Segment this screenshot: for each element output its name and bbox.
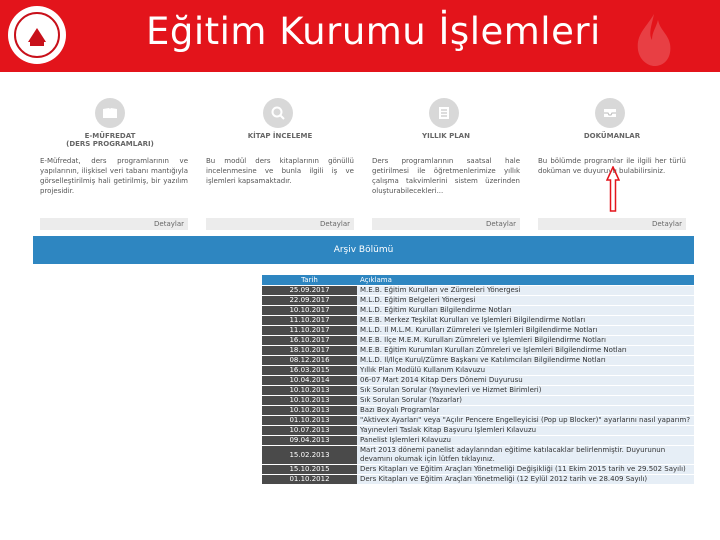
row-date: 15.02.2013 [262,446,357,465]
column-header-date: Tarih [262,275,357,286]
row-date: 16.10.2017 [262,336,357,346]
row-date: 01.10.2012 [262,475,357,485]
row-description-link[interactable]: Yayınevleri Taslak Kitap Başvuru İşlemleri Kılavuzu [357,426,694,436]
row-date: 25.09.2017 [262,286,357,296]
table-row[interactable] [262,446,694,465]
row-description-link[interactable]: M.E.B. Merkez Teşkilat Kurulları ve İşlemleri Bilgilendirme Notları [357,316,694,326]
row-description-link[interactable]: M.E.B. Eğitim Kurulları ve Zümreleri Yönergesi [357,286,694,296]
table-row[interactable] [262,386,694,396]
row-description-link[interactable]: M.E.B. İlçe M.E.M. Kurulları Zümreleri ve İşlemleri Bilgilendirme Notları [357,336,694,346]
archive-table [262,275,694,485]
column-header-description: Açıklama [357,275,694,286]
table-row[interactable] [262,475,694,485]
table-row[interactable] [262,356,694,366]
row-date: 11.10.2017 [262,326,357,336]
row-date: 08.12.2016 [262,356,357,366]
card-description: Bu bölümde programlar ile ilgili her türlü doküman ve duyuruyu bulabilirsiniz. [538,157,686,175]
card-description: Ders programlarının saatsal hale getirilmesi ile öğretmenlerimize yıllık çalışma takvimlerini sistem üzerinden oluşturabilecekleri... [372,157,520,195]
flame-watermark-icon [622,12,686,68]
row-date: 10.10.2013 [262,396,357,406]
table-row[interactable] [262,366,694,376]
table-row[interactable] [262,376,694,386]
page-title: Eğitim Kurumu İşlemleri [146,10,601,53]
details-link[interactable]: Detaylar [40,218,188,230]
table-row[interactable] [262,426,694,436]
row-description-link[interactable]: Sık Sorulan Sorular (Yayınevleri ve Hizmet Birimleri) [357,386,694,396]
search-icon[interactable] [263,98,293,128]
row-date: 10.10.2017 [262,306,357,316]
table-row[interactable] [262,306,694,316]
table-row[interactable] [262,406,694,416]
card-yillik-plan [372,98,520,230]
document-icon[interactable] [429,98,459,128]
table-row[interactable] [262,416,694,426]
row-date: 10.04.2014 [262,376,357,386]
table-row[interactable] [262,346,694,356]
archive-section-header: Arşiv Bölümü [33,236,694,264]
details-link[interactable]: Detaylar [538,218,686,230]
row-description-link[interactable]: Ders Kitapları ve Eğitim Araçları Yönetmeliği (12 Eylül 2012 tarih ve 28.409 Sayılı) [357,475,694,485]
table-row[interactable] [262,396,694,406]
row-description-link[interactable]: 06-07 Mart 2014 Kitap Ders Dönemi Duyurusu [357,376,694,386]
row-date: 10.10.2013 [262,386,357,396]
table-row[interactable] [262,436,694,446]
row-description-link[interactable]: Mart 2013 dönemi panelist adaylarından eğitime katılacaklar belirlenmiştir. Duyurunun devamını okumak için lütfen tıklayınız. [357,446,694,465]
row-description-link[interactable]: "Aktivex Ayarları" veya "Açılır Pencere Engelleyicisi (Pop up Blocker)" ayarlarını nasıl yaparım? [357,416,694,426]
row-description-link[interactable]: Yıllık Plan Modülü Kullanım Kılavuzu [357,366,694,376]
row-description-link[interactable]: M.L.D. İl M.L.M. Kurulları Zümreleri ve İşlemleri Bilgilendirme Notları [357,326,694,336]
table-row[interactable] [262,316,694,326]
row-date: 18.10.2017 [262,346,357,356]
table-header-row [262,275,694,286]
card-e-mufredat [40,98,188,230]
row-description-link[interactable]: Ders Kitapları ve Eğitim Araçları Yönetmeliği Değişikliği (11 Ekim 2015 tarih ve 29.502 Sayılı) [357,465,694,475]
card-description: Bu modül ders kitaplarının gönüllü incelenmesine ve bunla ilgili iş ve işlemleri kapsamaktadır. [206,157,354,185]
card-title: DOKÜMANLAR [583,132,641,140]
details-link[interactable]: Detaylar [372,218,520,230]
row-date: 15.10.2015 [262,465,357,475]
up-arrow-annotation-icon [606,166,620,212]
row-description-link[interactable]: M.L.D. İl/İlçe Kurul/Zümre Başkanı ve Katılımcıları Bilgilendirme Notları [357,356,694,366]
ministry-logo [8,6,66,64]
card-title: E-MÜFREDAT (DERS PROGRAMLARI) [66,132,154,148]
row-date: 09.04.2013 [262,436,357,446]
table-row[interactable] [262,336,694,346]
row-description-link[interactable]: Panelist İşlemleri Kılavuzu [357,436,694,446]
card-kitap-inceleme [206,98,354,230]
row-description-link[interactable]: Sık Sorulan Sorular (Yazarlar) [357,396,694,406]
card-description: E-Müfredat, ders programlarının ve yapılarının, ilişkisel veri tabanı mantığıyla görselleştirilmiş hali getirilmiş, bir yazılım projesidir. [40,157,188,195]
table-row[interactable] [262,326,694,336]
title-banner [0,0,720,72]
inbox-icon[interactable] [595,98,625,128]
row-date: 16.03.2015 [262,366,357,376]
row-date: 11.10.2017 [262,316,357,326]
row-date: 10.07.2013 [262,426,357,436]
details-link[interactable]: Detaylar [206,218,354,230]
card-title: YILLIK PLAN [422,132,470,140]
table-row[interactable] [262,296,694,306]
book-icon[interactable] [95,98,125,128]
row-description-link[interactable]: M.E.B. Eğitim Kurumları Kurulları Zümreleri ve İşlemleri Bilgilendirme Notları [357,346,694,356]
card-title: KİTAP İNCELEME [247,132,313,140]
row-date: 01.10.2013 [262,416,357,426]
row-date: 22.09.2017 [262,296,357,306]
row-description-link[interactable]: M.L.D. Eğitim Kurulları Bilgilendirme Notları [357,306,694,316]
row-description-link[interactable]: Bazı Boyalı Programlar [357,406,694,416]
row-description-link[interactable]: M.L.D. Eğitim Belgeleri Yönergesi [357,296,694,306]
table-row[interactable] [262,286,694,296]
row-date: 10.10.2013 [262,406,357,416]
table-row[interactable] [262,465,694,475]
